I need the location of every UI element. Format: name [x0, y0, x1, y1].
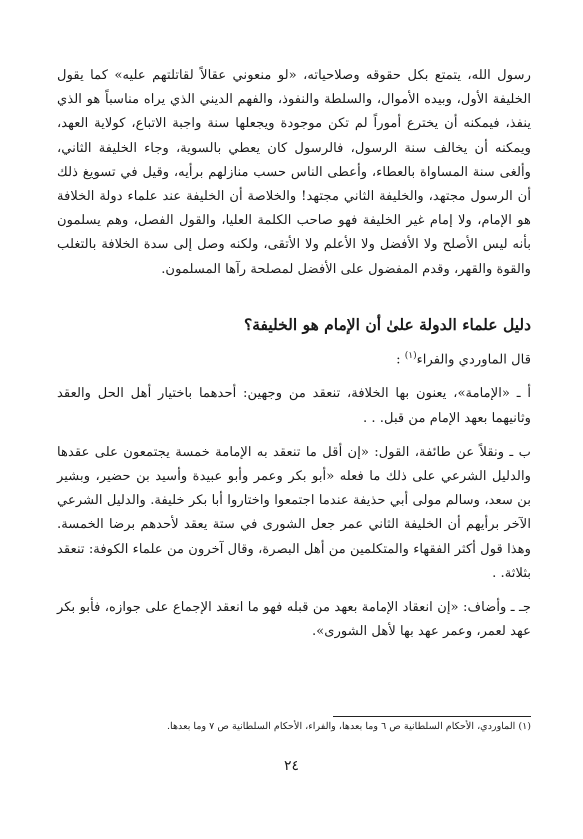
list-item-c: جـ ـ وأضاف: «إن انعقاد الإمامة بعهد من قبله فهو ما انعقد الإجماع على جوازه، فأبو بكر عهد لعمر، وعمر عهد بها لأهل الشورى». — [57, 600, 531, 640]
page-body — [57, 64, 531, 644]
intro-line — [57, 344, 531, 373]
list-item-a: أ ـ «الإمامة»، يعنون بها الخلافة، تنعقد من وجهين: أحدهما باختيار أهل الحل والعقد وثانيهما بعهد الإمام من قبل. . . — [57, 386, 531, 426]
footnote-reference[interactable]: (١) — [404, 350, 417, 361]
section-heading: دليل علماء الدولة علىٰ أن الإمام هو الخليفة؟ — [243, 314, 531, 334]
footnote: (١) الماوردي، الأحكام السلطانية ص ٦ وما بعدها، والفراء، الأحكام السلطانية ص ٧ وما بعدها. — [167, 721, 531, 732]
list-item-b: ب ـ ونقلاً عن طائفة، القول: «إن أقل ما تنعقد به الإمامة خمسة يجتمعون على عقدها والدليل الشرعي على ذلك ما فعله «أبو بكر وعمر وأبو عبيدة وأسيد بن حضير، وبشير بن سعد، وسالم مولى أبي حذيفة عندما اجتمعوا واختاروا أبا بكر خليفة. والدليل الشرعي الآخر برأيهم أن الخليفة الثاني عمر جعل الشورى في ستة يعقد لأحدهم برضا الخمسة. وهذا قول أكثر الفقهاء والمتكلمين من أهل البصرة، وقال آخرون من علماء الكوفة: تنعقد بثلاثة. . — [57, 444, 531, 581]
footnote-divider — [333, 716, 531, 717]
intro-colon: : — [396, 352, 401, 368]
body-paragraph: رسول الله، يتمتع بكل حقوقه وصلاحياته، «لو منعوني عقالاً لقاتلتهم عليه» كما يقول الخليفة الأول، وبيده الأموال، والسلطة والنفوذ، والفهم الديني الذي يراه مناسباً هو الذي ينفذ، فيمكنه أن يخترع أموراً لم تكن موجودة ويجعلها سنة واجبة الاتباع، كولاية العهد، ويمكنه أن يخالف سنة الرسول، فالرسول كان يعطي بالسوية، وجاء الخليفة الثاني، وألغى سنة المساواة بالعطاء، وأعطى الناس حسب منازلهم برأيه، وقيل في تسويغ ذلك أن الرسول مجتهد، والخليفة الثاني مجتهد! والخلاصة أن الخليفة عند علماء دولة الخلافة هو الإمام، ولا إمام غير الخليفة فهو صاحب الكلمة العليا، والقول الفصل، وهم يسلمون بأنه ليس الأصلح ولا الأفضل ولا الأعلم ولا الأتقى، ولكنه وصل إلى سدة الخلافة بالتغلب والقوة والقهر، وقدم المفضول على الأفضل لمصلحة رآها المسلمون. — [57, 68, 531, 277]
intro-text: قال الماوردي والفراء — [416, 352, 531, 368]
page-number: ٢٤ — [283, 758, 300, 774]
